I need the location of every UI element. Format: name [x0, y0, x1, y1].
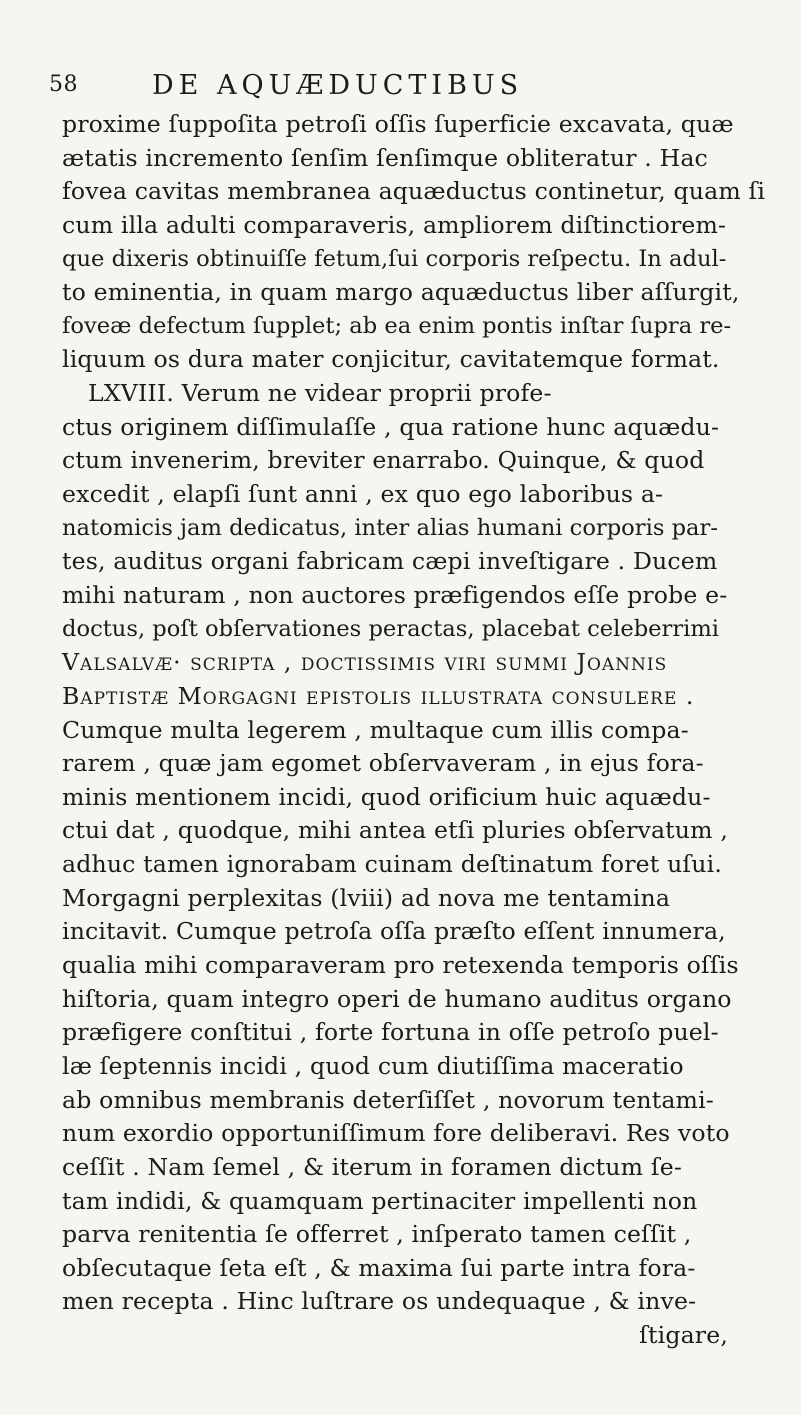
text-line: ctui dat , quodque, mihi antea etſi pluries obſervatum , — [62, 816, 728, 845]
page-number: 58 — [49, 72, 78, 97]
text-line: cum illa adulti comparaveris, ampliorem diſtinctiorem- — [62, 210, 727, 239]
text-line: num exordio opportuniſſimum fore deliberavi. Res voto — [62, 1119, 730, 1148]
text-line: natomicis jam dedicatus, inter alias humani corporis par- — [62, 514, 718, 541]
text-line: rarem , quæ jam egomet obſervaveram , in ejus fora- — [62, 749, 704, 778]
text-line: tes, auditus organi fabricam cæpi inveſtigare . Ducem — [62, 547, 718, 576]
text-line: Morgagni perplexitas (lviii) ad nova me tentamina — [62, 883, 671, 912]
text-line: mihi naturam , non auctores præfigendos eſſe probe e- — [62, 580, 728, 609]
text-line: Valsalvæ· ſcripta , doctiſſimis viri ſummi Joannis — [62, 648, 668, 677]
text-line: liquum os dura mater conjicitur, cavitatemque format. — [62, 345, 720, 374]
text-line: læ ſeptennis incidi , quod cum diutiſſima maceratio — [62, 1051, 684, 1080]
text-line: fovea cavitas membranea aquæductus continetur, quam ſi — [62, 177, 766, 206]
running-head: DE AQUÆDUCTIBUS — [152, 70, 524, 101]
text-line: Cumque multa legerem , multaque cum illis compa- — [62, 715, 689, 744]
text-line: adhuc tamen ignorabam cuinam deſtinatum foret uſui. — [62, 850, 722, 879]
text-line: men recepta . Hinc luſtrare os undequaque , & inve- — [62, 1287, 697, 1316]
section-heading-line: LXVIII. Verum ne videar proprii profe- — [88, 379, 552, 408]
text-line: obſecutaque ſeta eſt , & maxima ſui parte intra fora- — [62, 1253, 696, 1282]
text-line: ab omnibus membranis deterſiſſet , novorum tentami- — [62, 1085, 714, 1114]
text-line: ctus originem diſſimulaſſe , qua ratione hunc aquædu- — [62, 412, 720, 441]
text-line: parva renitentia ſe offerret , inſperato tamen ceſſit , — [62, 1220, 692, 1249]
text-line: ceſſit . Nam ſemel , & iterum in foramen dictum ſe- — [62, 1152, 682, 1181]
text-line: qualia mihi comparaveram pro retexenda temporis oſſis — [62, 951, 739, 980]
text-line: proxime ſuppoſita petroſi oſſis ſuperficie excavata, quæ — [62, 110, 734, 138]
page-header — [0, 52, 801, 100]
text-line: to eminentia, in quam margo aquæductus liber aſſurgit, — [62, 278, 740, 307]
text-line: præfigere conſtitui , forte fortuna in oſſe petroſo puel- — [62, 1018, 719, 1047]
text-line: hiſtoria, quam integro operi de humano auditus organo — [62, 984, 732, 1013]
text-line: excedit , elapſi ſunt anni , ex quo ego laboribus a- — [62, 480, 664, 509]
text-line: Baptistæ Morgagni epiſtolis illuſtrata conſulere . — [62, 681, 695, 710]
text-line: que dixeris obtinuiſſe fetum,ſui corporis reſpectu. In adul- — [62, 245, 727, 272]
catchword-line: ſtigare, — [639, 1321, 728, 1350]
text-line: foveæ defectum ſupplet; ab ea enim pontis inſtar ſupra re- — [62, 312, 732, 339]
text-line: doctus, poſt obſervationes peractas, placebat celeberrimi — [62, 615, 720, 642]
text-line: ætatis incremento ſenſim ſenſimque obliteratur . Hac — [62, 143, 708, 172]
text-line: incitavit. Cumque petroſa oſſa præſto eſſent innumera, — [62, 917, 726, 946]
text-line: tam indidi, & quamquam pertinaciter impellenti non — [62, 1186, 698, 1215]
text-line: ctum invenerim, breviter enarrabo. Quinque, & quod — [62, 446, 705, 475]
text-line: minis mentionem incidi, quod orificium huic aquædu- — [62, 782, 711, 811]
body-text — [62, 108, 768, 1353]
